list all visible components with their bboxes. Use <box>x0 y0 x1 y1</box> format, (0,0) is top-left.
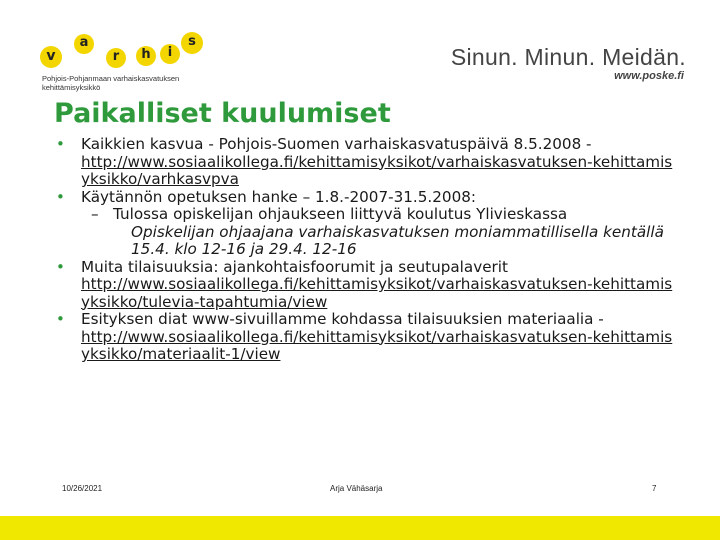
slogan: Sinun. Minun. Meidän. <box>450 44 686 70</box>
list-item <box>54 136 674 189</box>
list-item-text: Muita tilaisuuksia: ajankohtaisfoorumit ja seutupalaverit <box>81 257 508 276</box>
list-item-text: Esityksen diat www-sivuillamme kohdassa tilaisuuksien materiaalia - <box>81 310 604 328</box>
footer-author: Arja Vähäsarja <box>330 484 383 493</box>
website-link[interactable]: www.poske.fi <box>614 70 684 82</box>
page-number: 7 <box>652 484 657 493</box>
link[interactable]: http://www.sosiaalikollega.fi/kehittamisyksikot/varhaiskasvatuksen-kehittamisyksikko/materiaalit-1/view <box>81 327 673 363</box>
list-item <box>54 311 674 364</box>
logo-letters <box>38 32 196 72</box>
page-title: Paikalliset kuulumiset <box>54 98 391 129</box>
sub-list-item <box>81 206 674 259</box>
list-item-text: Käytännön opetuksen hanke – 1.8.-2007-31.5.2008: <box>81 187 477 206</box>
course-title: Opiskelijan ohjaajana varhaiskasvatuksen moniammatillisella kentällä 15.4. klo 12-16 ja 29.4. 12-16 <box>131 222 664 258</box>
bottom-bar <box>0 516 720 540</box>
logo-letter-v: v <box>40 46 62 68</box>
bullet-icon: • <box>56 257 65 276</box>
dash-icon: – <box>91 205 99 223</box>
logo-subtitle-line2: kehittämisyksikkö <box>42 83 101 92</box>
bullet-icon: • <box>56 187 65 206</box>
logo-subtitle-line1: Pohjois-Pohjanmaan varhaiskasvatuksen <box>42 74 180 83</box>
bullet-list <box>54 136 674 364</box>
logo-letter-i: i <box>160 44 180 64</box>
sub-list-item-text: Tulossa opiskelijan ohjaukseen liittyvä koulutus Ylivieskassa <box>113 205 568 223</box>
bullet-icon: • <box>56 135 65 153</box>
varhis-logo <box>38 32 228 92</box>
list-item-text: Kaikkien kasvua - Pohjois-Suomen varhaiskasvatuspäivä 8.5.2008 - <box>81 135 592 153</box>
link[interactable]: http://www.sosiaalikollega.fi/kehittamisyksikot/varhaiskasvatuksen-kehittamisyksikko/tulevia-tapahtumia/view <box>81 275 673 311</box>
logo-letter-a: a <box>74 34 94 54</box>
footer-date: 10/26/2021 <box>62 484 103 493</box>
logo-subtitle <box>42 74 222 92</box>
logo-letter-s: s <box>181 32 203 54</box>
list-item <box>54 259 674 312</box>
logo-letter-r: r <box>106 48 126 68</box>
bullet-icon: • <box>56 310 65 328</box>
link[interactable]: http://www.sosiaalikollega.fi/kehittamisyksikot/varhaiskasvatuksen-kehittamisyksikko/varhkasvpva <box>81 152 673 188</box>
list-item <box>54 189 674 207</box>
logo-letter-h: h <box>136 46 156 66</box>
